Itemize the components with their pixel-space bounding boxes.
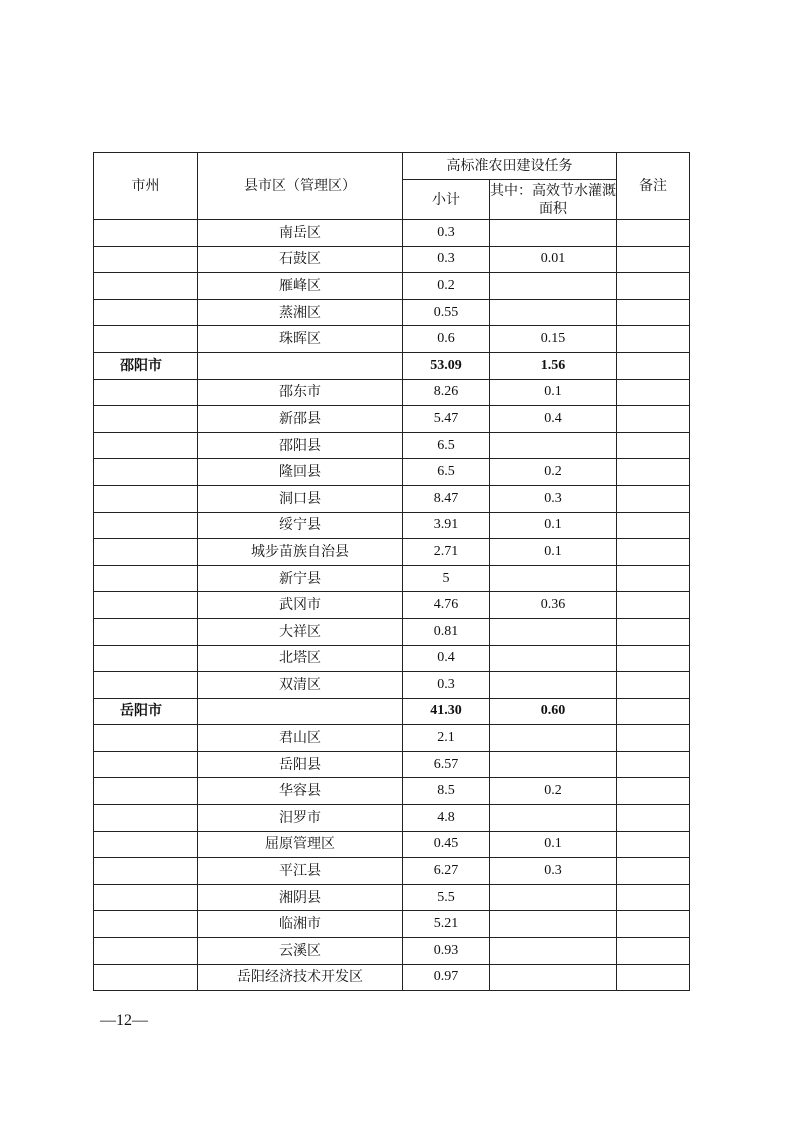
city-cell — [94, 246, 198, 273]
table-row — [94, 459, 690, 486]
table-row — [94, 831, 690, 858]
irrigation-cell: 0.2 — [490, 459, 617, 486]
remark-cell — [617, 379, 690, 406]
remark-cell — [617, 805, 690, 832]
county-cell: 北塔区 — [198, 645, 403, 672]
county-cell: 绥宁县 — [198, 512, 403, 539]
county-cell: 湘阴县 — [198, 884, 403, 911]
county-cell — [198, 352, 403, 379]
table-row — [94, 725, 690, 752]
subtotal-cell: 5.47 — [403, 406, 490, 433]
irrigation-cell: 0.4 — [490, 406, 617, 433]
subtotal-cell: 0.4 — [403, 645, 490, 672]
irrigation-cell: 0.3 — [490, 485, 617, 512]
remark-cell — [617, 485, 690, 512]
remark-cell — [617, 459, 690, 486]
county-cell: 平江县 — [198, 858, 403, 885]
county-cell: 岳阳经济技术开发区 — [198, 964, 403, 991]
irrigation-cell — [490, 565, 617, 592]
city-cell — [94, 512, 198, 539]
city-cell — [94, 220, 198, 247]
subtotal-cell: 6.5 — [403, 459, 490, 486]
irrigation-cell: 0.1 — [490, 379, 617, 406]
city-cell — [94, 645, 198, 672]
subtotal-cell: 4.8 — [403, 805, 490, 832]
subtotal-cell: 0.3 — [403, 672, 490, 699]
county-cell: 屈原管理区 — [198, 831, 403, 858]
city-cell — [94, 485, 198, 512]
subtotal-cell: 0.55 — [403, 299, 490, 326]
table-row — [94, 379, 690, 406]
header-county: 县市区（管理区） — [198, 153, 403, 220]
irrigation-cell — [490, 884, 617, 911]
remark-cell — [617, 725, 690, 752]
subtotal-cell: 6.27 — [403, 858, 490, 885]
county-cell: 邵阳县 — [198, 432, 403, 459]
table-row — [94, 512, 690, 539]
irrigation-cell: 0.2 — [490, 778, 617, 805]
remark-cell — [617, 246, 690, 273]
irrigation-cell: 1.56 — [490, 352, 617, 379]
irrigation-cell — [490, 618, 617, 645]
county-cell: 蒸湘区 — [198, 299, 403, 326]
city-cell — [94, 459, 198, 486]
irrigation-cell — [490, 911, 617, 938]
subtotal-cell: 8.47 — [403, 485, 490, 512]
city-summary-row — [94, 352, 690, 379]
city-cell — [94, 884, 198, 911]
county-cell: 君山区 — [198, 725, 403, 752]
remark-cell — [617, 911, 690, 938]
subtotal-cell: 0.97 — [403, 964, 490, 991]
city-cell — [94, 725, 198, 752]
table-row — [94, 273, 690, 300]
city-cell — [94, 432, 198, 459]
county-cell: 洞口县 — [198, 485, 403, 512]
county-cell: 珠晖区 — [198, 326, 403, 353]
irrigation-cell: 0.01 — [490, 246, 617, 273]
header-remark: 备注 — [617, 153, 690, 220]
subtotal-cell: 0.45 — [403, 831, 490, 858]
table-row — [94, 539, 690, 566]
city-cell — [94, 938, 198, 965]
subtotal-cell: 0.3 — [403, 246, 490, 273]
county-cell: 南岳区 — [198, 220, 403, 247]
irrigation-cell — [490, 645, 617, 672]
subtotal-cell: 2.71 — [403, 539, 490, 566]
city-cell: 岳阳市 — [94, 698, 198, 725]
irrigation-cell — [490, 672, 617, 699]
header-subtotal: 小计 — [403, 180, 490, 220]
irrigation-cell — [490, 805, 617, 832]
irrigation-cell — [490, 751, 617, 778]
county-cell: 华容县 — [198, 778, 403, 805]
city-cell — [94, 379, 198, 406]
remark-cell — [617, 938, 690, 965]
city-cell — [94, 406, 198, 433]
table-row — [94, 858, 690, 885]
irrigation-cell: 0.1 — [490, 831, 617, 858]
remark-cell — [617, 778, 690, 805]
table-row — [94, 618, 690, 645]
remark-cell — [617, 512, 690, 539]
irrigation-cell: 0.1 — [490, 539, 617, 566]
irrigation-cell: 0.60 — [490, 698, 617, 725]
table-row — [94, 220, 690, 247]
city-cell — [94, 299, 198, 326]
farmland-task-table — [93, 152, 690, 991]
subtotal-cell: 6.57 — [403, 751, 490, 778]
subtotal-cell: 0.93 — [403, 938, 490, 965]
subtotal-cell: 41.30 — [403, 698, 490, 725]
remark-cell — [617, 299, 690, 326]
irrigation-cell — [490, 725, 617, 752]
table-row — [94, 565, 690, 592]
county-cell: 双清区 — [198, 672, 403, 699]
subtotal-cell: 3.91 — [403, 512, 490, 539]
remark-cell — [617, 406, 690, 433]
subtotal-cell: 8.26 — [403, 379, 490, 406]
table-row — [94, 326, 690, 353]
irrigation-cell — [490, 273, 617, 300]
remark-cell — [617, 352, 690, 379]
remark-cell — [617, 539, 690, 566]
table-row — [94, 432, 690, 459]
subtotal-cell: 0.6 — [403, 326, 490, 353]
table-row — [94, 751, 690, 778]
header-irrigation: 其中：高效节水灌溉面积 — [490, 180, 617, 220]
remark-cell — [617, 884, 690, 911]
subtotal-cell: 8.5 — [403, 778, 490, 805]
county-cell — [198, 698, 403, 725]
irrigation-cell: 0.36 — [490, 592, 617, 619]
remark-cell — [617, 964, 690, 991]
remark-cell — [617, 831, 690, 858]
city-summary-row — [94, 698, 690, 725]
remark-cell — [617, 220, 690, 247]
county-cell: 邵东市 — [198, 379, 403, 406]
county-cell: 岳阳县 — [198, 751, 403, 778]
header-task: 高标准农田建设任务 — [403, 153, 617, 180]
county-cell: 隆回县 — [198, 459, 403, 486]
remark-cell — [617, 326, 690, 353]
page-number: —12— — [100, 1012, 148, 1029]
table-row — [94, 406, 690, 433]
table-row — [94, 645, 690, 672]
city-cell — [94, 273, 198, 300]
irrigation-cell — [490, 432, 617, 459]
county-cell: 城步苗族自治县 — [198, 539, 403, 566]
irrigation-cell — [490, 299, 617, 326]
irrigation-cell: 0.3 — [490, 858, 617, 885]
city-cell — [94, 565, 198, 592]
table-row — [94, 911, 690, 938]
subtotal-cell: 53.09 — [403, 352, 490, 379]
county-cell: 石鼓区 — [198, 246, 403, 273]
table-row — [94, 592, 690, 619]
remark-cell — [617, 565, 690, 592]
remark-cell — [617, 618, 690, 645]
irrigation-cell — [490, 938, 617, 965]
county-cell: 临湘市 — [198, 911, 403, 938]
table-row — [94, 938, 690, 965]
subtotal-cell: 0.81 — [403, 618, 490, 645]
city-cell — [94, 778, 198, 805]
header-city: 市州 — [94, 153, 198, 220]
remark-cell — [617, 858, 690, 885]
table-row — [94, 884, 690, 911]
remark-cell — [617, 273, 690, 300]
irrigation-cell — [490, 220, 617, 247]
irrigation-cell: 0.15 — [490, 326, 617, 353]
remark-cell — [617, 751, 690, 778]
subtotal-cell: 0.2 — [403, 273, 490, 300]
city-cell — [94, 805, 198, 832]
remark-cell — [617, 698, 690, 725]
subtotal-cell: 0.3 — [403, 220, 490, 247]
county-cell: 新宁县 — [198, 565, 403, 592]
city-cell — [94, 751, 198, 778]
remark-cell — [617, 592, 690, 619]
table-row — [94, 805, 690, 832]
table-row — [94, 299, 690, 326]
city-cell — [94, 592, 198, 619]
city-cell: 邵阳市 — [94, 352, 198, 379]
table-row — [94, 964, 690, 991]
irrigation-cell: 0.1 — [490, 512, 617, 539]
city-cell — [94, 326, 198, 353]
county-cell: 武冈市 — [198, 592, 403, 619]
irrigation-cell — [490, 964, 617, 991]
remark-cell — [617, 645, 690, 672]
county-cell: 汨罗市 — [198, 805, 403, 832]
subtotal-cell: 5 — [403, 565, 490, 592]
city-cell — [94, 964, 198, 991]
county-cell: 大祥区 — [198, 618, 403, 645]
subtotal-cell: 6.5 — [403, 432, 490, 459]
table-row — [94, 246, 690, 273]
city-cell — [94, 618, 198, 645]
table-row — [94, 672, 690, 699]
city-cell — [94, 831, 198, 858]
county-cell: 雁峰区 — [198, 273, 403, 300]
table-row — [94, 485, 690, 512]
city-cell — [94, 672, 198, 699]
city-cell — [94, 911, 198, 938]
county-cell: 云溪区 — [198, 938, 403, 965]
subtotal-cell: 4.76 — [403, 592, 490, 619]
subtotal-cell: 5.5 — [403, 884, 490, 911]
subtotal-cell: 5.21 — [403, 911, 490, 938]
subtotal-cell: 2.1 — [403, 725, 490, 752]
county-cell: 新邵县 — [198, 406, 403, 433]
remark-cell — [617, 672, 690, 699]
table-row — [94, 778, 690, 805]
city-cell — [94, 539, 198, 566]
remark-cell — [617, 432, 690, 459]
city-cell — [94, 858, 198, 885]
